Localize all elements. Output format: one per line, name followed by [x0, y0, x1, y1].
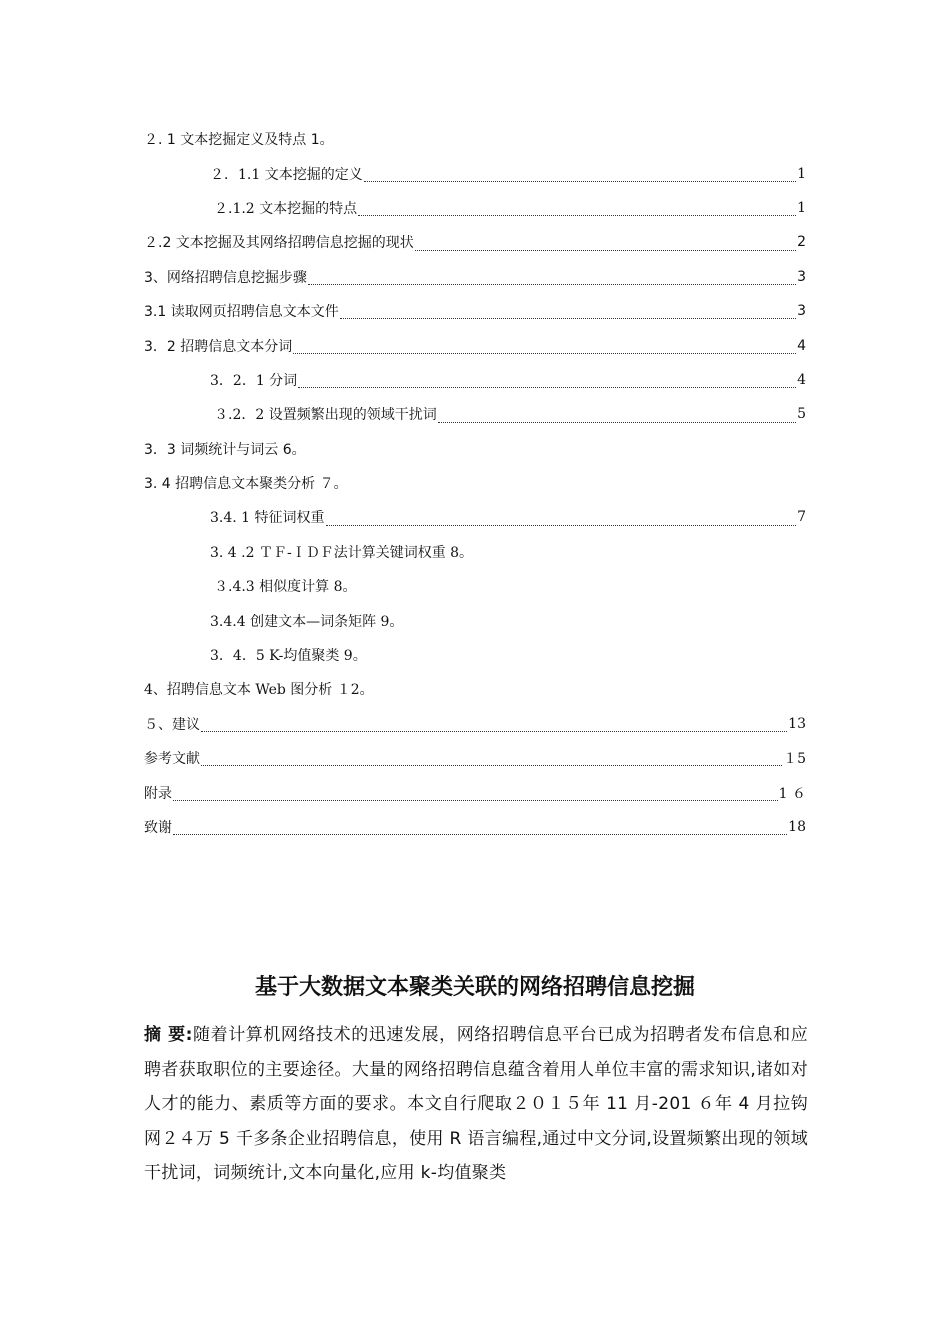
toc-entry[interactable]	[144, 741, 806, 775]
toc-entry[interactable]	[144, 156, 806, 190]
abstract-body: 随着计算机网络技术的迅速发展，网络招聘信息平台已成为招聘者发布信息和应聘者获取职位的主要途径。大量的网络招聘信息蕴含着用人单位丰富的需求知识,诸如对人才的能力、素质等方面的要求。本文自行爬取２０１５年 11 月-201 ６年 4 月拉钩网２４万 5 千多条企业招聘信息，使用 R 语言编程,通过中文分词,设置频繁出现的领域干扰词，词频统计,文本向量化,应用 k-均值聚类	[144, 1025, 809, 1183]
toc-entry-text: 3. 4 招聘信息文本聚类分析 ７。	[144, 476, 348, 493]
toc-page-number: 4	[797, 371, 806, 388]
toc-entry-text: ３.4.3 相似度计算 8。	[214, 579, 357, 596]
toc-leader-dots	[173, 820, 787, 835]
toc-entry-text: 3.4.4 创建文本—词条矩阵 9。	[210, 613, 404, 630]
toc-page-number: 1	[797, 165, 806, 182]
toc-leader-dots	[201, 717, 787, 732]
toc-leader-dots	[358, 201, 796, 216]
toc-leader-dots	[364, 167, 796, 182]
toc-entry-text: ２. 1 文本挖掘定义及特点 1。	[144, 132, 334, 149]
toc-entry[interactable]	[144, 294, 806, 328]
toc-page-number: 3	[797, 268, 806, 285]
toc-leader-dots	[308, 270, 796, 285]
toc-entry[interactable]	[144, 638, 806, 672]
toc-entry-text: ５、建议	[144, 716, 200, 733]
toc-leader-dots	[201, 751, 782, 766]
toc-leader-dots	[326, 511, 797, 526]
toc-entry[interactable]	[144, 260, 806, 294]
toc-entry-text: 3、网络招聘信息挖掘步骤	[144, 269, 307, 286]
toc-entry-text: 致谢	[144, 820, 172, 836]
toc-leader-dots	[415, 236, 796, 251]
toc-entry[interactable]	[144, 569, 806, 603]
toc-entry[interactable]	[144, 191, 806, 225]
toc-page-number: 1 ６	[778, 785, 806, 802]
toc-entry[interactable]	[144, 397, 806, 431]
toc-entry[interactable]	[144, 707, 806, 741]
toc-entry[interactable]	[144, 466, 806, 500]
table-of-contents	[144, 122, 806, 844]
toc-entry[interactable]	[144, 672, 806, 706]
toc-entry[interactable]	[144, 225, 806, 259]
toc-entry[interactable]	[144, 810, 806, 844]
toc-entry-text: 3.4. 1 特征词权重	[210, 510, 325, 527]
toc-leader-dots	[438, 408, 796, 423]
paper-title: 基于大数据文本聚类关联的网络招聘信息挖掘	[254, 975, 695, 1000]
toc-page-number: 2	[797, 234, 806, 251]
toc-entry[interactable]	[144, 535, 806, 569]
toc-page-number: １5	[783, 751, 806, 768]
toc-page-number: 1	[797, 199, 806, 216]
toc-entry[interactable]	[144, 775, 806, 809]
toc-page-number: 7	[797, 509, 806, 526]
toc-entry-text: 3．2．1 分词	[210, 372, 298, 389]
toc-entry-text: 参考文献	[144, 751, 200, 768]
toc-entry-text: 附录	[144, 785, 172, 802]
toc-leader-dots	[340, 304, 796, 319]
toc-entry-text: ２．1.1 文本挖掘的定义	[210, 166, 363, 183]
toc-page-number: 5	[797, 406, 806, 423]
toc-entry[interactable]	[144, 122, 806, 156]
toc-entry-text: ２.2 文本挖掘及其网络招聘信息挖掘的现状	[144, 235, 414, 252]
toc-page-number: 4	[797, 337, 806, 354]
abstract-label: 摘 要:	[144, 1025, 193, 1045]
toc-leader-dots	[173, 786, 778, 801]
toc-entry-text: 3．2 招聘信息文本分词	[144, 338, 293, 355]
toc-page-number: 13	[788, 715, 806, 732]
toc-page-number: 3	[797, 303, 806, 320]
toc-entry-text: 4、招聘信息文本 Web 图分析 １2。	[144, 682, 374, 699]
toc-leader-dots	[298, 373, 796, 388]
toc-entry[interactable]	[144, 432, 806, 466]
toc-entry[interactable]	[144, 328, 806, 362]
toc-entry[interactable]	[144, 603, 806, 637]
toc-entry-text: 3. 4 .2 ＴＦ-ＩＤＦ法计算关键词权重 8。	[210, 544, 474, 561]
toc-entry[interactable]	[144, 500, 806, 534]
toc-entry-text: ３.2．2 设置频繁出现的领域干扰词	[214, 407, 437, 424]
toc-entry-text: 3．4．5 K-均值聚类 9。	[210, 648, 367, 665]
abstract	[144, 1018, 808, 1191]
toc-entry-text: 3．3 词频统计与词云 6。	[144, 441, 306, 458]
toc-page-number: 18	[788, 819, 806, 835]
toc-leader-dots	[293, 339, 796, 354]
toc-entry-text: ２.1.2 文本挖掘的特点	[214, 200, 358, 217]
toc-entry[interactable]	[144, 363, 806, 397]
toc-entry-text: 3.1 读取网页招聘信息文本文件	[144, 304, 339, 321]
